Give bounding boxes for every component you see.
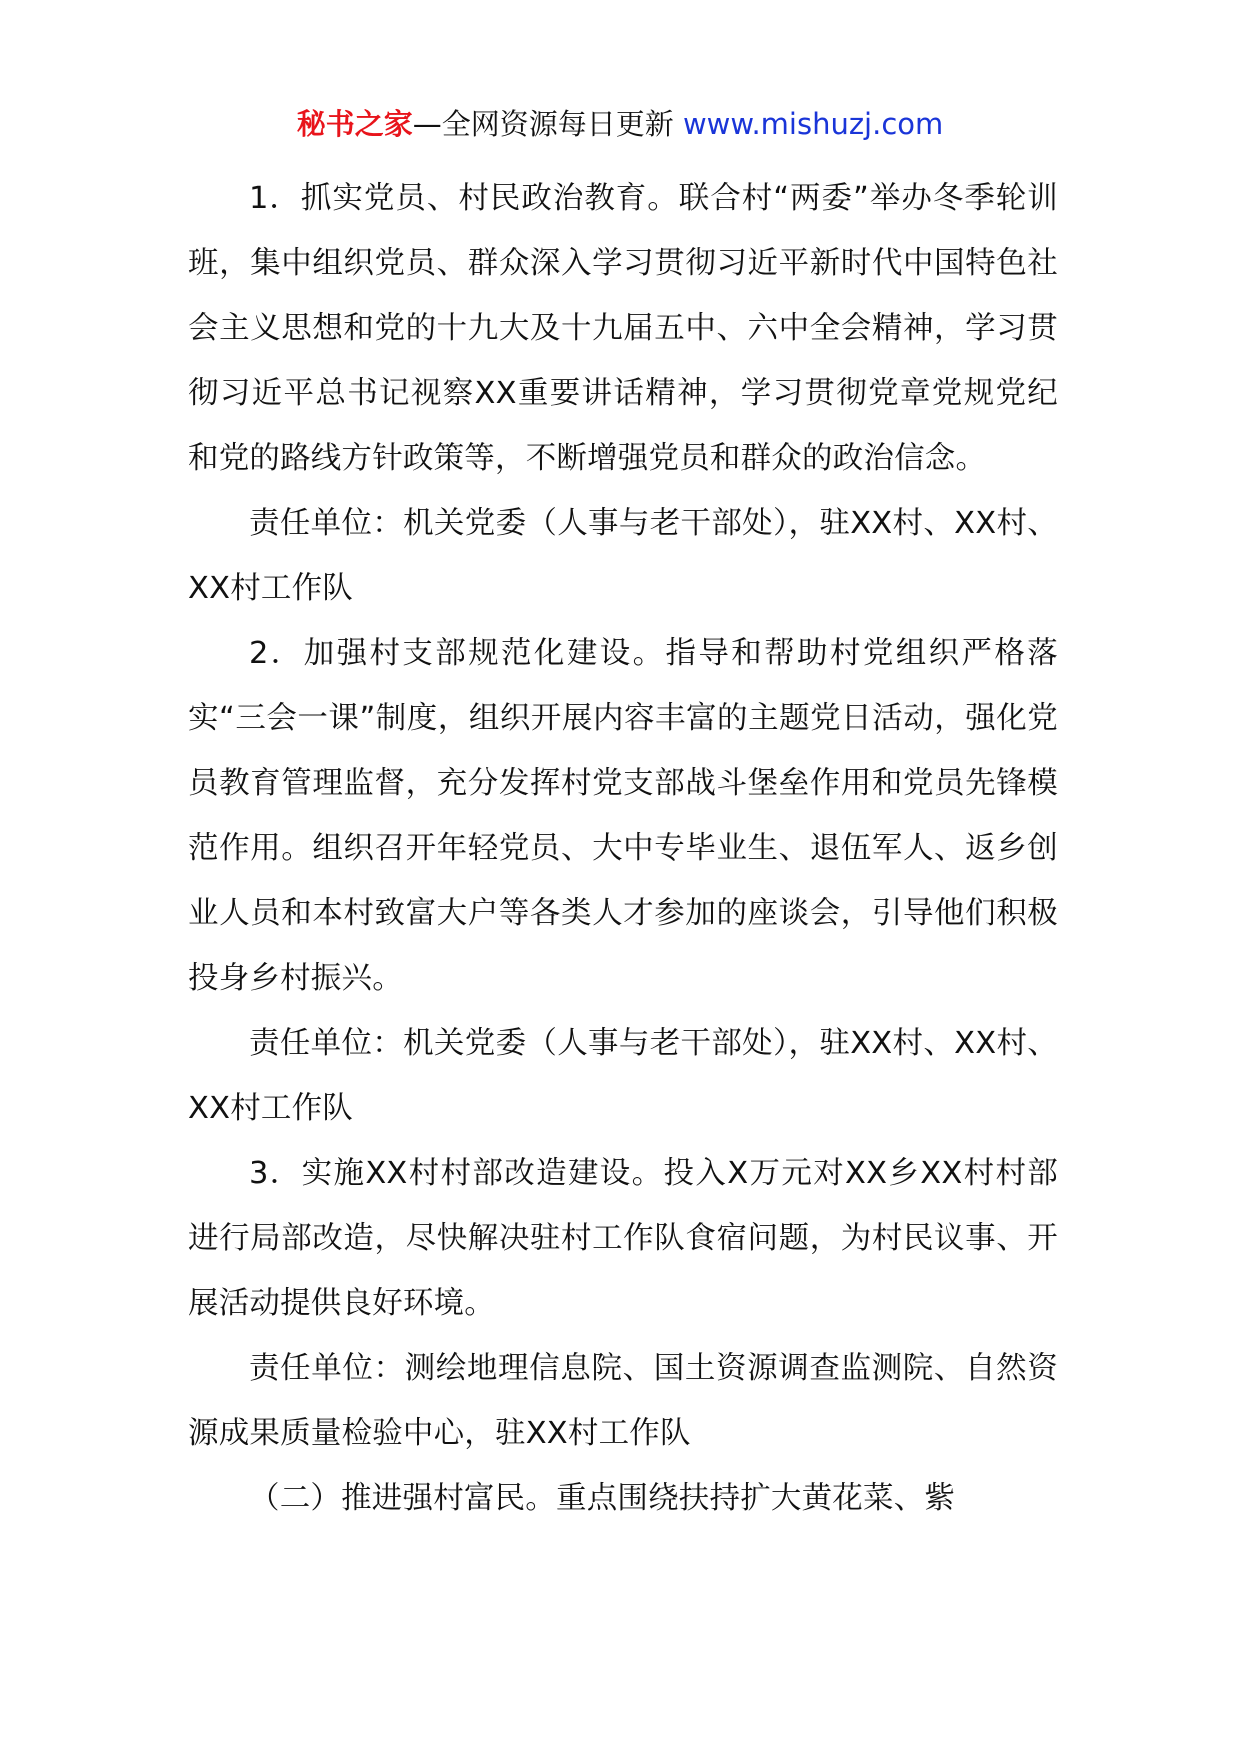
responsible-unit-1: 责任单位：机关党委（人事与老干部处），驻XX村、XX村、XX村工作队: [188, 506, 1058, 606]
paragraph-item-1: 1．抓实党员、村民政治教育。联合村“两委”举办冬季轮训班，集中组织党员、群众深入学习贯彻习近平新时代中国特色社会主义思想和党的十九大及十九届五中、六中全会精神，学习贯彻习近平总书记视察XX重要讲话精神，学习贯彻党章党规党纪和党的路线方针政策等，不断增强党员和群众的政治信念。: [188, 181, 1058, 476]
responsible-unit-2: 责任单位：机关党委（人事与老干部处），驻XX村、XX村、XX村工作队: [188, 1026, 1058, 1126]
paragraph-item-3: 3．实施XX村村部改造建设。投入X万元对XX乡XX村村部进行局部改造，尽快解决驻村工作队食宿问题，为村民议事、开展活动提供良好环境。: [188, 1156, 1058, 1321]
paragraph-item-2: 2．加强村支部规范化建设。指导和帮助村党组织严格落实“三会一课”制度，组织开展内容丰富的主题党日活动，强化党员教育管理监督，充分发挥村党支部战斗堡垒作用和党员先锋模范作用。组织召开年轻党员、大中专毕业生、退伍军人、返乡创业人员和本村致富大户等各类人才参加的座谈会，引导他们积极投身乡村振兴。: [188, 636, 1058, 996]
site-banner: [0, 104, 1240, 144]
brand-tagline: —全网资源每日更新: [412, 107, 674, 141]
document-body: [188, 166, 1058, 1531]
brand-name: 秘书之家: [296, 107, 413, 141]
site-url-link[interactable]: www.mishuzj.com: [682, 107, 944, 141]
responsible-unit-3: 责任单位：测绘地理信息院、国土资源调查监测院、自然资源成果质量检验中心，驻XX村工作队: [188, 1351, 1058, 1451]
section-heading-2: （二）推进强村富民。重点围绕扶持扩大黄花菜、紫: [249, 1481, 956, 1516]
